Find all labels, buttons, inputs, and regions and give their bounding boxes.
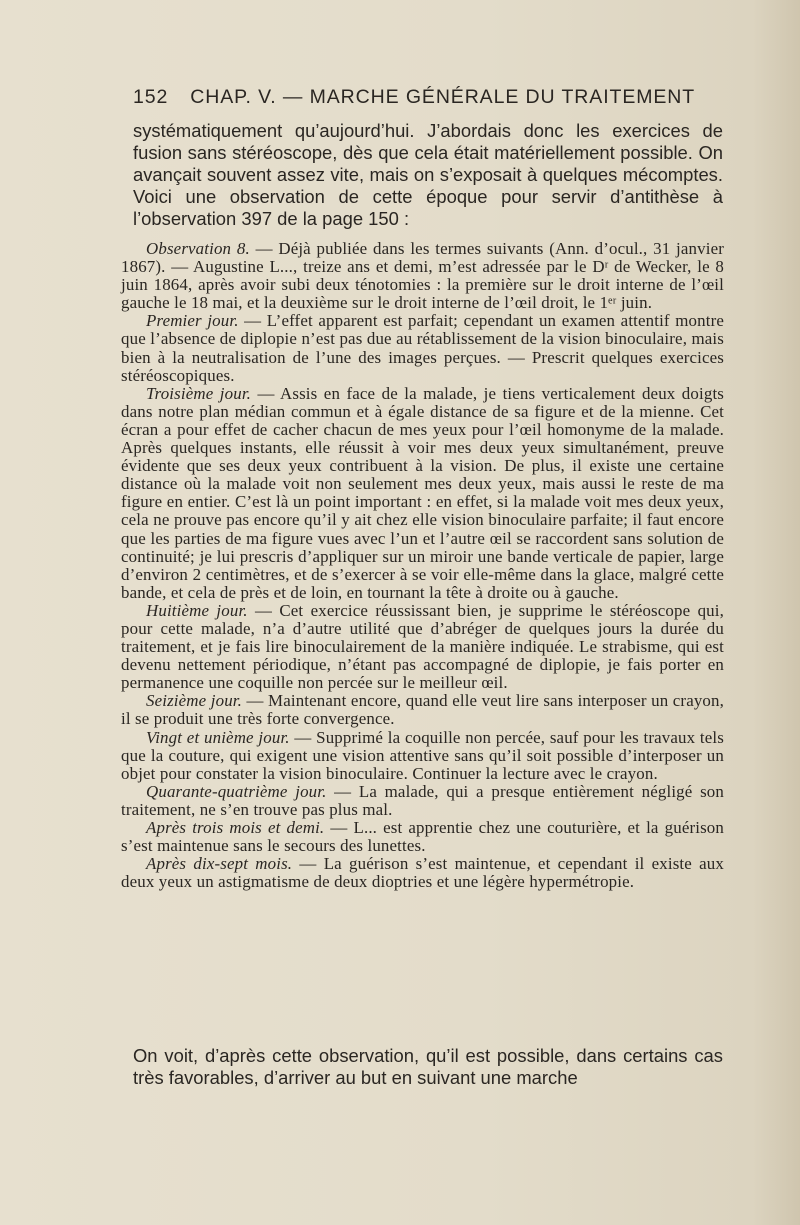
entry-lead: Huitième jour. — [146, 600, 248, 620]
closing-text: On voit, d’après cette observation, qu’il est possible, dans certains cas très favorables, d’arriver au but en suivant une marche — [133, 1045, 723, 1088]
observation-entry — [121, 783, 724, 819]
intro-text: systématiquement qu’aujourd’hui. J’abordais donc les exercices de fusion sans stéréoscope, dès que cela était matériellement possible. On avançait souvent assez vite, mais on s’exposait à quelques mécomptes. Voici une observation de cette époque pour servir d’antithèse à l’observation 397 de la page 150 : — [133, 120, 723, 229]
entry-text: — Déjà publiée dans les termes suivants (Ann. d’ocul., 31 janvier 1867). — Augustine L..., treize ans et demi, m’est adressée par le Dʳ de Wecker, le 8 juin 1864, après avoir subi deux ténotomies : la première sur le droit interne de l’œil gauche le 18 mai, et la deuxième sur le droit interne de l’œil droit, le 1ᵉʳ juin. — [121, 239, 724, 313]
entry-lead: Troisième jour. — [146, 383, 252, 403]
entry-lead: Vingt et unième jour. — [146, 727, 290, 747]
entry-lead: Après dix-sept mois. — [146, 854, 293, 874]
observation-entry — [121, 692, 724, 728]
entry-lead: Seizième jour. — [146, 691, 243, 711]
intro-paragraph — [133, 120, 723, 230]
entry-text: — Maintenant encore, quand elle veut lire sans interposer un crayon, il se produit une très forte convergence. — [121, 691, 725, 729]
observation-entry — [121, 385, 724, 602]
entry-text: — L’effet apparent est parfait; cependant un examen attentif montre que l’absence de diplopie n’est pas due au rétablissement de la vision binoculaire, mais bien à la neutralisation de l’une des images perçues. — Prescrit quelques exercices stéréoscopiques. — [121, 311, 725, 385]
observation-entry — [121, 855, 724, 891]
observation-block — [121, 240, 724, 891]
entry-text: — La guérison s’est maintenue, et cependant il existe aux deux yeux un astigmatisme de deux dioptries et une légère hypermétropie. — [121, 854, 725, 892]
running-title: CHAP. V. — MARCHE GÉNÉRALE DU TRAITEMENT — [190, 86, 696, 108]
entry-lead: Observation 8. — [146, 239, 250, 258]
observation-entry — [121, 240, 724, 312]
closing-paragraph — [133, 1045, 723, 1089]
entry-text: — Supprimé la coquille non percée, sauf pour les travaux tels que la couture, qui exigent une vision attentive sans qu’il soit possible d’interposer un objet pour constater la vision binoculaire. Continuer la lecture avec le crayon. — [121, 727, 724, 783]
observation-entry — [121, 312, 724, 384]
observation-entry — [121, 729, 724, 783]
entry-lead: Quarante-quatrième jour. — [146, 781, 327, 801]
entry-text: — L... est apprentie chez une couturière, et la guérison s’est maintenue sans le secours des lunettes. — [121, 818, 724, 856]
entry-lead: Après trois mois et demi. — [146, 818, 325, 837]
observation-entry — [121, 819, 724, 855]
entry-text: — Cet exercice réussissant bien, je supprime le stéréoscope qui, pour cette malade, n’a d’autre utilité que d’abréger de quelques jours la durée du traitement, et je fais lire binoculairement de la manière indiquée. Le strabisme, qui est devenu nettement périodique, n’étant pas accompagné de diplopie, je fais porter en permanence une coquille non percée sur le meilleur œil. — [121, 600, 724, 693]
observation-entry — [121, 602, 724, 692]
entry-text: — La malade, qui a presque entièrement négligé son traitement, ne s’en trouve pas plus mal. — [121, 781, 724, 819]
running-header — [133, 86, 723, 109]
entry-text: — Assis en face de la malade, je tiens verticalement deux doigts dans notre plan médian commun et à égale distance de sa figure et de la mienne. Cet écran a pour effet de cacher chacun de mes yeux pour l’œil homonyme de la malade. Après quelques instants, elle réussit à voir mes deux yeux simultanément, preuve évidente que ses deux yeux contribuent à la vision. De plus, il existe une certaine distance où la malade voit non seulement mes deux yeux, mais aussi le reste de ma figure en entier. C’est là un point important : en effet, si la malade voit mes deux yeux, cela ne prouve pas encore qu’il y ait chez elle vision binoculaire parfaite; il faut encore que les parties de ma figure vues avec l’un et l’autre œil se raccordent sans solution de continuité; je lui prescris d’appliquer sur un miroir une bande verticale de papier, large d’environ 2 centimètres, et de s’exercer à se voir elle-même dans la glace, malgré cette bande, et cela de près et de loin, en tournant la tête à droite ou à gauche. — [121, 383, 725, 602]
entry-lead: Premier jour. — [146, 311, 239, 331]
page-number: 152 — [133, 86, 169, 108]
